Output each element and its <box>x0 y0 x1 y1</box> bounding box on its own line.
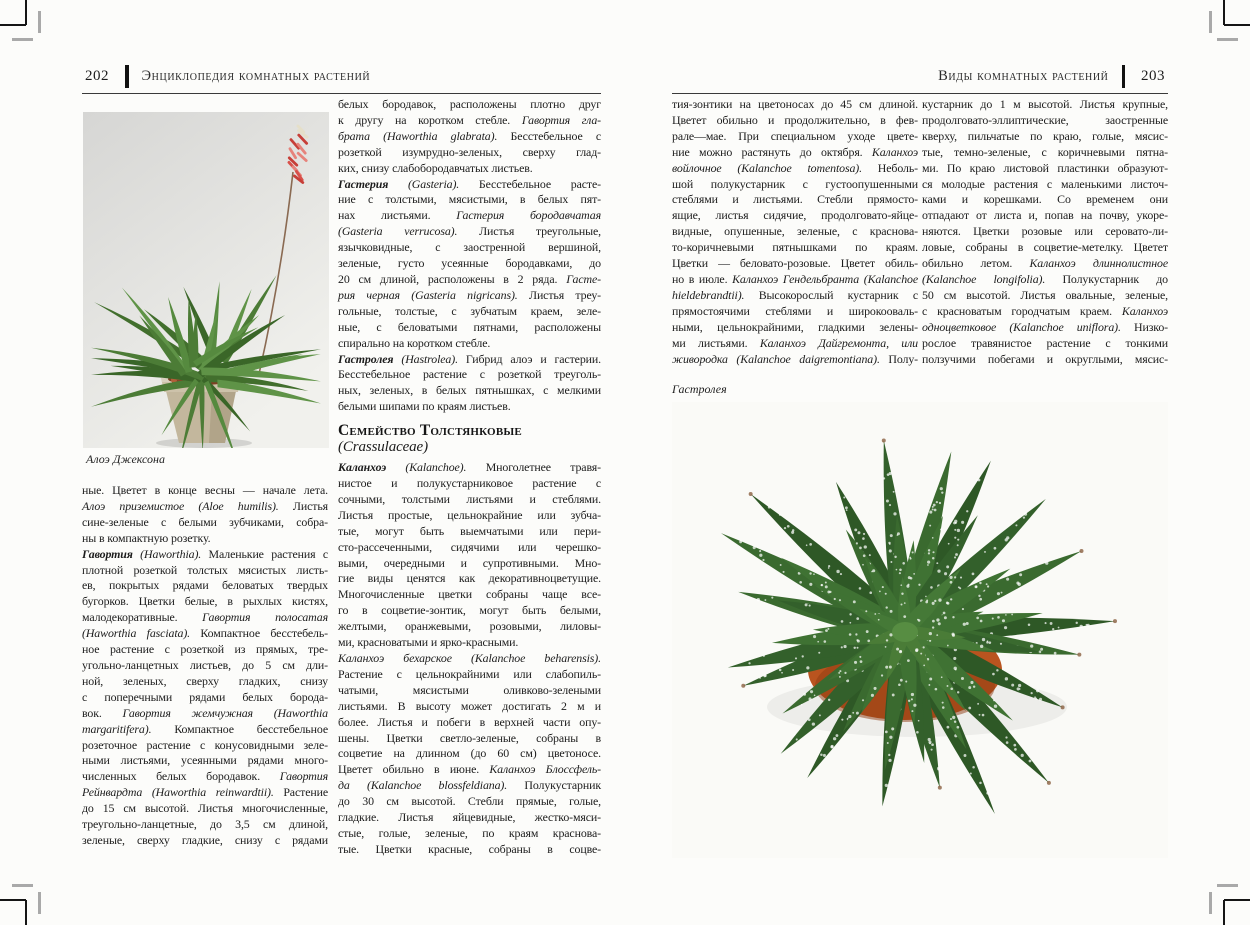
text-line: ние можно растянуть до октября. Каланхоэ <box>672 144 918 159</box>
text-line: одноцветковое (Kalanchoe uniflora). Низко- <box>922 319 1169 334</box>
crop-mark <box>12 38 33 41</box>
text-line: то-коричневыми пятнышками по краям. <box>672 240 918 255</box>
text-line: Растение с цельнокрайними или слабопиль- <box>338 666 601 681</box>
text-line: нистое и полукустарниковое растение с <box>338 476 601 491</box>
crop-mark <box>1223 900 1225 925</box>
text-line: шены. Цветки светло-зеленые, собраны в <box>338 730 601 745</box>
text-line: зеленые, густо усеянные бородавками, до <box>338 256 601 271</box>
text-line: ными, цельнокрайними, гладкими зелены- <box>672 319 918 334</box>
text-line: прямостоячими стеблями и широкооваль- <box>672 303 918 318</box>
text-line: рале—мае. При специальном уходе цвете- <box>672 128 918 143</box>
text-line: 20 см длиной, расположены в 2 ряда. Гасте- <box>338 271 601 286</box>
text-line: тия-зонтики на цветоносах до 45 см длиной. <box>672 97 918 111</box>
text-line: чатыми, мясистыми оливково-зелеными <box>338 682 601 697</box>
text-line: но в июле. Каланхоэ Гендельбранта (Kalanchoe <box>672 271 919 286</box>
crop-mark <box>1223 0 1225 25</box>
text-line: ми листьями. Каланхоэ Дайгремонта, или <box>672 335 919 350</box>
text-line: ных, зеленых, в белых пятнышках, с мелкими <box>338 383 601 398</box>
text-line: ми. По краю листовой пластинки образуют- <box>922 160 1168 175</box>
text-line: видные, опушенные, зеленые, с краснова- <box>672 224 918 239</box>
text-line: рия черная (Gasteria nigricans). Листья треу- <box>338 287 601 302</box>
text-line: стые, голые, зеленые, по краям краснова- <box>338 825 601 840</box>
text-line: няются. Цветки розовые или серовато-ли- <box>922 224 1168 239</box>
photo-aloe-jackson <box>83 112 329 448</box>
text-line: кверху, пильчатые по краю, голые, мясис- <box>922 128 1168 143</box>
header-divider <box>125 65 129 88</box>
text-line: розеткой изумрудно-зеленых, сверху глад- <box>338 144 601 159</box>
text-line: стеблями и листьями. Стебли прямосто- <box>672 192 918 207</box>
text-line: Гастерия (Gasteria). Бесстебельное расте- <box>338 176 601 191</box>
text-line: ные, с беловатыми пятнами, расположены <box>338 319 601 334</box>
text-line: шой полукустарник с густоопушенными <box>672 176 918 191</box>
text-line: угольно-ланцетных листьев, до 5 см дли- <box>82 657 328 672</box>
text-line: ся молодые растения с маленькими листоч- <box>922 176 1168 191</box>
text-line: отпадают от листа и, попав на почву, укоре- <box>922 208 1168 223</box>
text-line: Рейнвардта (Haworthia reinwardtii). Растение <box>82 785 329 800</box>
text-line: Гавортия (Haworthia). Маленькие растения с <box>82 546 329 561</box>
text-line: продолговато-эллиптические, заостренные <box>922 112 1168 127</box>
text-line: ев, покрытых рядами беловатых твердых <box>82 578 328 593</box>
text-line: плотной розеткой толстых мясистых листь- <box>82 562 328 577</box>
page-number: 202 <box>85 68 109 84</box>
crop-mark <box>0 899 26 901</box>
text-line: более. Листья и побеги в верхней части опу- <box>338 714 601 729</box>
text-line: тые, темно-зеленые, с коричневыми пятна- <box>922 144 1168 159</box>
text-line: Цветет обильно в июне. Каланхоэ Блоссфель- <box>338 762 601 777</box>
text-line: рослое травянистое растение с тонкими <box>922 335 1168 350</box>
text-line: сочными, толстыми листьями и стеблями. <box>338 491 601 506</box>
text-line: (Kalanchoe longifolia). Полукустарник до <box>922 271 1168 286</box>
photo-caption: Гастролея <box>672 382 727 396</box>
text-line: ких, снизу слабобородавчатых листьев. <box>338 160 533 175</box>
photo-gastrolea <box>672 402 1168 858</box>
text-line: ной, зеленых, сверху гладких, снизу <box>82 673 328 688</box>
text-line: с красноватым городчатым краем. Каланхоэ <box>922 303 1168 318</box>
text-line: зеленые, сверху гладкие, снизу с рядами <box>82 832 328 847</box>
crop-mark <box>0 24 26 26</box>
text-line: соцветие на длинном (до 60 см) цветоносе. <box>338 746 601 761</box>
text-line: желтыми, оранжевыми, розовыми, лиловы- <box>338 619 601 634</box>
text-line: белых бородавок, расположены плотно друг <box>338 97 601 111</box>
crop-mark <box>1209 11 1212 33</box>
gastrolea-illustration <box>672 402 1168 858</box>
crop-mark <box>1209 892 1212 914</box>
text-column-2 <box>338 97 601 858</box>
text-line: 50 см высотой. Листья овальные, зеленые, <box>922 287 1168 302</box>
text-line: ми, красноватыми и ярко-красными. <box>338 635 519 650</box>
text-line: обильно летом. Каланхоэ длиннолистное <box>922 256 1168 271</box>
text-line: живородка (Kalanchoe daigremontiana). Полу- <box>672 351 919 366</box>
text-column-1 <box>82 483 328 849</box>
page-header-right <box>672 60 1168 94</box>
page-header-left <box>82 60 601 94</box>
header-divider <box>1122 65 1126 88</box>
text-line: треугольно-ланцетные, до 3,5 см длиной, <box>82 817 328 832</box>
text-line: брата (Haworthia glabrata). Бесстебельное с <box>338 128 601 143</box>
text-line: го в соцветие-зонтик, могут быть белыми, <box>338 603 601 618</box>
text-line: к другу на коротком стебле. Гавортия гла- <box>338 112 601 127</box>
family-heading-latin: (Crassulaceae) <box>338 439 428 456</box>
text-line: Бесстебельное растение с розеткой треуголь- <box>338 367 601 382</box>
text-line: Гастролея (Hastrolea). Гибрид алоэ и гастерии. <box>338 351 601 366</box>
crop-mark <box>25 0 27 25</box>
text-line: ные. Цветет в конце весны — начале лета. <box>82 483 328 497</box>
crop-mark <box>1217 884 1238 887</box>
text-line: язычковидные, с заостренной вершиной, <box>338 240 601 255</box>
text-line: ны в компактную розетку. <box>82 530 211 545</box>
text-line: Каланхоэ бехарское (Kalanchoe beharensis). <box>338 651 601 665</box>
text-line: Алоэ приземистое (Aloe humilis). Листья <box>82 498 328 513</box>
text-line: (Haworthia fasciata). Компактное бесстебель- <box>82 626 328 641</box>
text-line: розеточное растение с конусовидными зеле- <box>82 737 328 752</box>
family-heading: Семейство Толстянковые <box>338 422 522 440</box>
text-line: спирально на коротком стебле. <box>338 335 491 350</box>
running-title: Энциклопедия комнатных растений <box>141 68 371 84</box>
text-line: ползучими побегами и округлыми, мясис- <box>922 351 1168 366</box>
text-line: до 30 см высотой. Стебли прямые, голые, <box>338 794 601 809</box>
text-line: гольные, толстые, с зубчатым краем, зеле- <box>338 303 601 318</box>
text-line: листьями. В высоту может достигать 2 м и <box>338 698 601 713</box>
text-line: ящие, листья сидячие, продолговато-яйце- <box>672 208 918 223</box>
crop-mark <box>1217 38 1238 41</box>
text-line: тые. Цветки красные, собраны в соцве- <box>338 841 601 856</box>
running-title: Виды комнатных растений <box>938 68 1109 84</box>
text-line: Каланхоэ (Kalanchoe). Многолетнее травя- <box>338 460 601 475</box>
text-line: margaritifera). Компактное бесстебельное <box>82 721 328 736</box>
text-line: гладкие. Листья яйцевидные, жестко-мяси- <box>338 810 601 825</box>
column2-lower-text <box>338 460 601 858</box>
text-line: ние с толстыми, мясистыми, в белых пят- <box>338 192 601 207</box>
text-line: Многочисленные цветки собраны чаще все- <box>338 587 601 602</box>
text-line: Цветки — беловато-розовые. Цветет обиль- <box>672 256 918 271</box>
text-line: ками и корешками. Со временем они <box>922 192 1168 207</box>
text-line: ное растение с розеткой из прямых, тре- <box>82 642 328 657</box>
text-line: белыми шипами по краям листьев. <box>338 399 511 414</box>
text-line: малодекоративные. Гавортия полосатая <box>82 610 329 625</box>
text-line: выми, очередными и супротивными. Мно- <box>338 555 601 570</box>
text-line: да (Kalanchoe blossfeldiana). Полукустарник <box>338 778 601 793</box>
text-line: численных белых бородавок. Гавортия <box>82 769 328 784</box>
text-line: нах листьями. Гастерия бородавчатая <box>338 208 601 223</box>
text-line: вок. Гавортия жемчужная (Haworthia <box>82 705 328 720</box>
crop-mark <box>1224 899 1250 901</box>
text-line: (Gasteria verrucosa). Листья треугольные, <box>338 224 602 239</box>
text-line: кустарник до 1 м высотой. Листья крупные, <box>922 97 1168 111</box>
text-column-4 <box>922 97 1168 367</box>
text-line: бугорков. Цветки белые, в рыхлых кистях, <box>82 594 328 609</box>
text-line: сине-зеленые с белыми зубчиками, собра- <box>82 514 328 529</box>
text-line: войлочное (Kalanchoe tomentosa). Неболь- <box>672 160 918 175</box>
column2-upper-text <box>338 97 601 415</box>
crop-mark <box>38 892 41 914</box>
text-line: ловые, собраны в соцветие-метелку. Цветет <box>922 240 1168 255</box>
crop-mark <box>1224 24 1250 26</box>
text-column-3 <box>672 97 918 367</box>
crop-mark <box>25 900 27 925</box>
text-line: с поперечными рядами белых борода- <box>82 689 328 704</box>
text-line: до 15 см высотой. Листья многочисленные, <box>82 801 328 816</box>
aloe-illustration <box>83 112 329 448</box>
text-line: hieldebrandtii). Высокорослый кустарник с <box>672 287 918 302</box>
page-number: 203 <box>1141 68 1165 84</box>
text-line: ными листьями, усеянными рядами много- <box>82 753 328 768</box>
text-line: гие виды ценятся как декоративноцветущие. <box>338 571 601 586</box>
text-line: Листья простые, цельнокрайние или зубча- <box>338 507 601 522</box>
text-line: Цветет обильно и продолжительно, в фев- <box>672 112 918 127</box>
crop-mark <box>12 884 33 887</box>
text-line: сто-рассеченными, сидячими или черешко- <box>338 539 601 554</box>
photo-caption: Алоэ Джексона <box>86 452 165 466</box>
crop-mark <box>38 11 41 33</box>
text-line: тые, могут быть выемчатыми или пери- <box>338 523 601 538</box>
